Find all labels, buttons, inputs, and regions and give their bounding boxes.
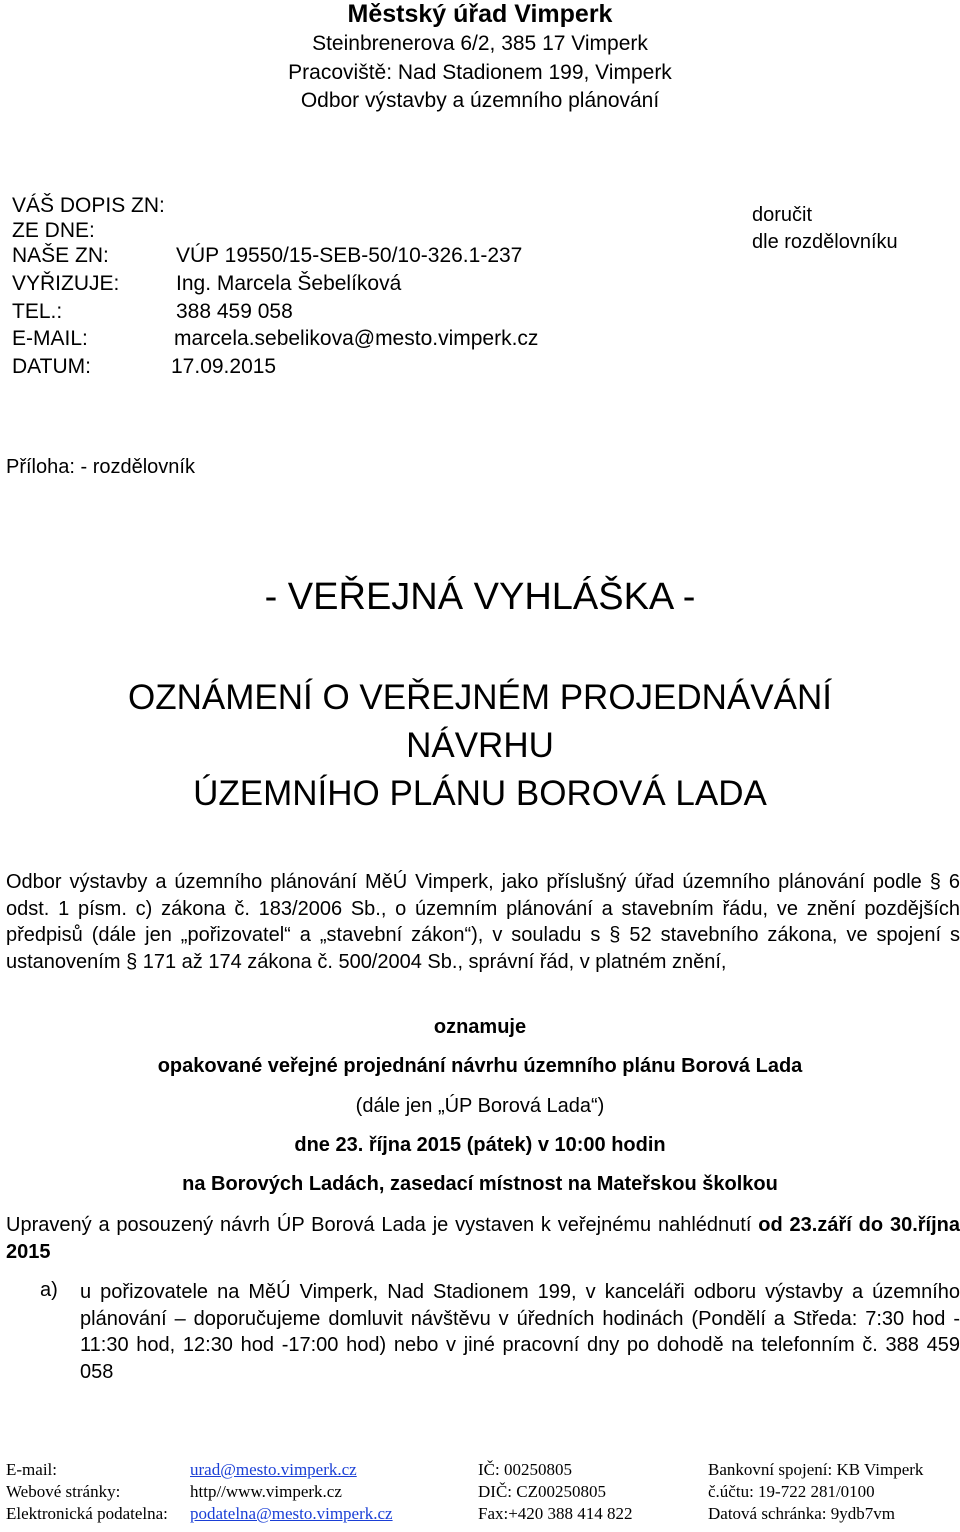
nase-zn-label: NAŠE ZN: [12, 244, 109, 267]
intro-text-2: , o územním plánování a stavebním řádu, ve znění pozdějších předpisů (dále jen „pořizovatel“ a „stavební zákon“), v souladu s § 52 stavebního zákona, ve spojení s ustanovením § 171 až 174 zákona č. 500/2004 Sb. [6, 897, 960, 973]
office-department: Odbor výstavby a územního plánování [300, 89, 660, 112]
ze-dne-label: ZE DNE: [12, 219, 95, 242]
email-value: marcela.sebelikova@mesto.vimperk.cz [174, 327, 539, 350]
footer-web-value: http//www.vimperk.cz [190, 1482, 342, 1501]
footer-email-label: E-mail: [6, 1460, 57, 1479]
notice-subtitle: OZNÁMENÍ O VEŘEJNÉM PROJEDNÁVÁNÍ NÁVRHU [128, 678, 832, 765]
attachment-note: Příloha: - rozdělovník [6, 456, 195, 478]
item-a-text: u pořizovatele na MěÚ Vimperk, Nad Stadionem 199, v kanceláři odboru výstavby a územního plánování – doporučujeme domluvit návštěvu v úředních hodinách (Pondělí a Středa: 7:30 hod - 11:30 hod, 12:30 hod -17:00 hod) nebo v jiné pracovní dny po dohodě na telefonním č. 388 459 058 [80, 1281, 960, 1383]
footer-fax: Fax:+420 388 414 822 [478, 1504, 633, 1523]
plan-name-title: ÚZEMNÍHO PLÁNU BOROVÁ LADA [193, 774, 767, 813]
intro-text-3: , správní řád, v platném znění, [457, 950, 727, 973]
vyrizuje-value: Ing. Marcela Šebelíková [176, 272, 402, 295]
announces-heading: oznamuje [433, 1016, 527, 1038]
footer-email-link[interactable]: urad@mesto.vimperk.cz [190, 1460, 357, 1479]
datum-label: DATUM: [12, 355, 91, 378]
addressee-line1: doručit [752, 204, 813, 226]
tel-label: TEL.: [12, 300, 63, 323]
office-address: Steinbrenerova 6/2, 385 17 Vimperk [312, 32, 648, 55]
intro-paragraph [6, 869, 960, 975]
hearing-date: dne 23. října 2015 (pátek) v 10:00 hodin [294, 1134, 666, 1156]
footer-epodatelna-label: Elektronická podatelna: [6, 1504, 168, 1523]
footer-web-label: Webové stránky: [6, 1482, 121, 1501]
footer-dic: DIČ: CZ00250805 [478, 1482, 606, 1501]
exhibition-dates: od 23.září do 30.října 2015 [6, 1214, 960, 1263]
exhibition-paragraph [6, 1212, 960, 1265]
subject-heading: opakované veřejné projednání návrhu územního plánu Borová Lada [157, 1055, 803, 1077]
footer-databox: Datová schránka: 9ydb7vm [708, 1504, 895, 1523]
hearing-place: na Borových Ladách, zasedací místnost na Mateřskou školkou [182, 1173, 778, 1195]
footer-ic: IČ: 00250805 [478, 1460, 572, 1479]
office-workplace: Pracoviště: Nad Stadionem 199, Vimperk [288, 61, 672, 84]
item-a-marker: a) [40, 1279, 58, 1301]
footer-epodatelna-link[interactable]: podatelna@mesto.vimperk.cz [190, 1504, 393, 1523]
exhibition-text: Upravený a posouzený návrh ÚP Borová Lada je vystaven k veřejnému nahlédnutí [6, 1214, 759, 1236]
office-title: Městský úřad Vimperk [347, 0, 613, 28]
footer-bank: Bankovní spojení: KB Vimperk [708, 1460, 924, 1479]
tel-value: 388 459 058 [176, 300, 293, 323]
intro-text-1: Odbor výstavby a územního plánování MěÚ Vimperk, jako příslušný úřad územního plánování podle § 6 odst. 1 písm. c) zákona č. 183/2006 Sb. [6, 871, 960, 920]
footer-account: č.účtu: 19-722 281/0100 [708, 1482, 875, 1501]
vyrizuje-label: VYŘIZUJE: [12, 272, 120, 295]
email-label: E-MAIL: [12, 327, 88, 350]
nase-zn-value: VÚP 19550/15-SEB-50/10-326.1-237 [176, 244, 523, 267]
vas-dopis-label: VÁŠ DOPIS ZN: [12, 194, 165, 217]
short-name-note: (dále jen „ÚP Borová Lada“) [355, 1095, 605, 1117]
notice-title: - VEŘEJNÁ VYHLÁŠKA - [264, 576, 696, 618]
datum-value: 17.09.2015 [171, 355, 277, 378]
addressee-line2: dle rozdělovníku [752, 231, 898, 253]
